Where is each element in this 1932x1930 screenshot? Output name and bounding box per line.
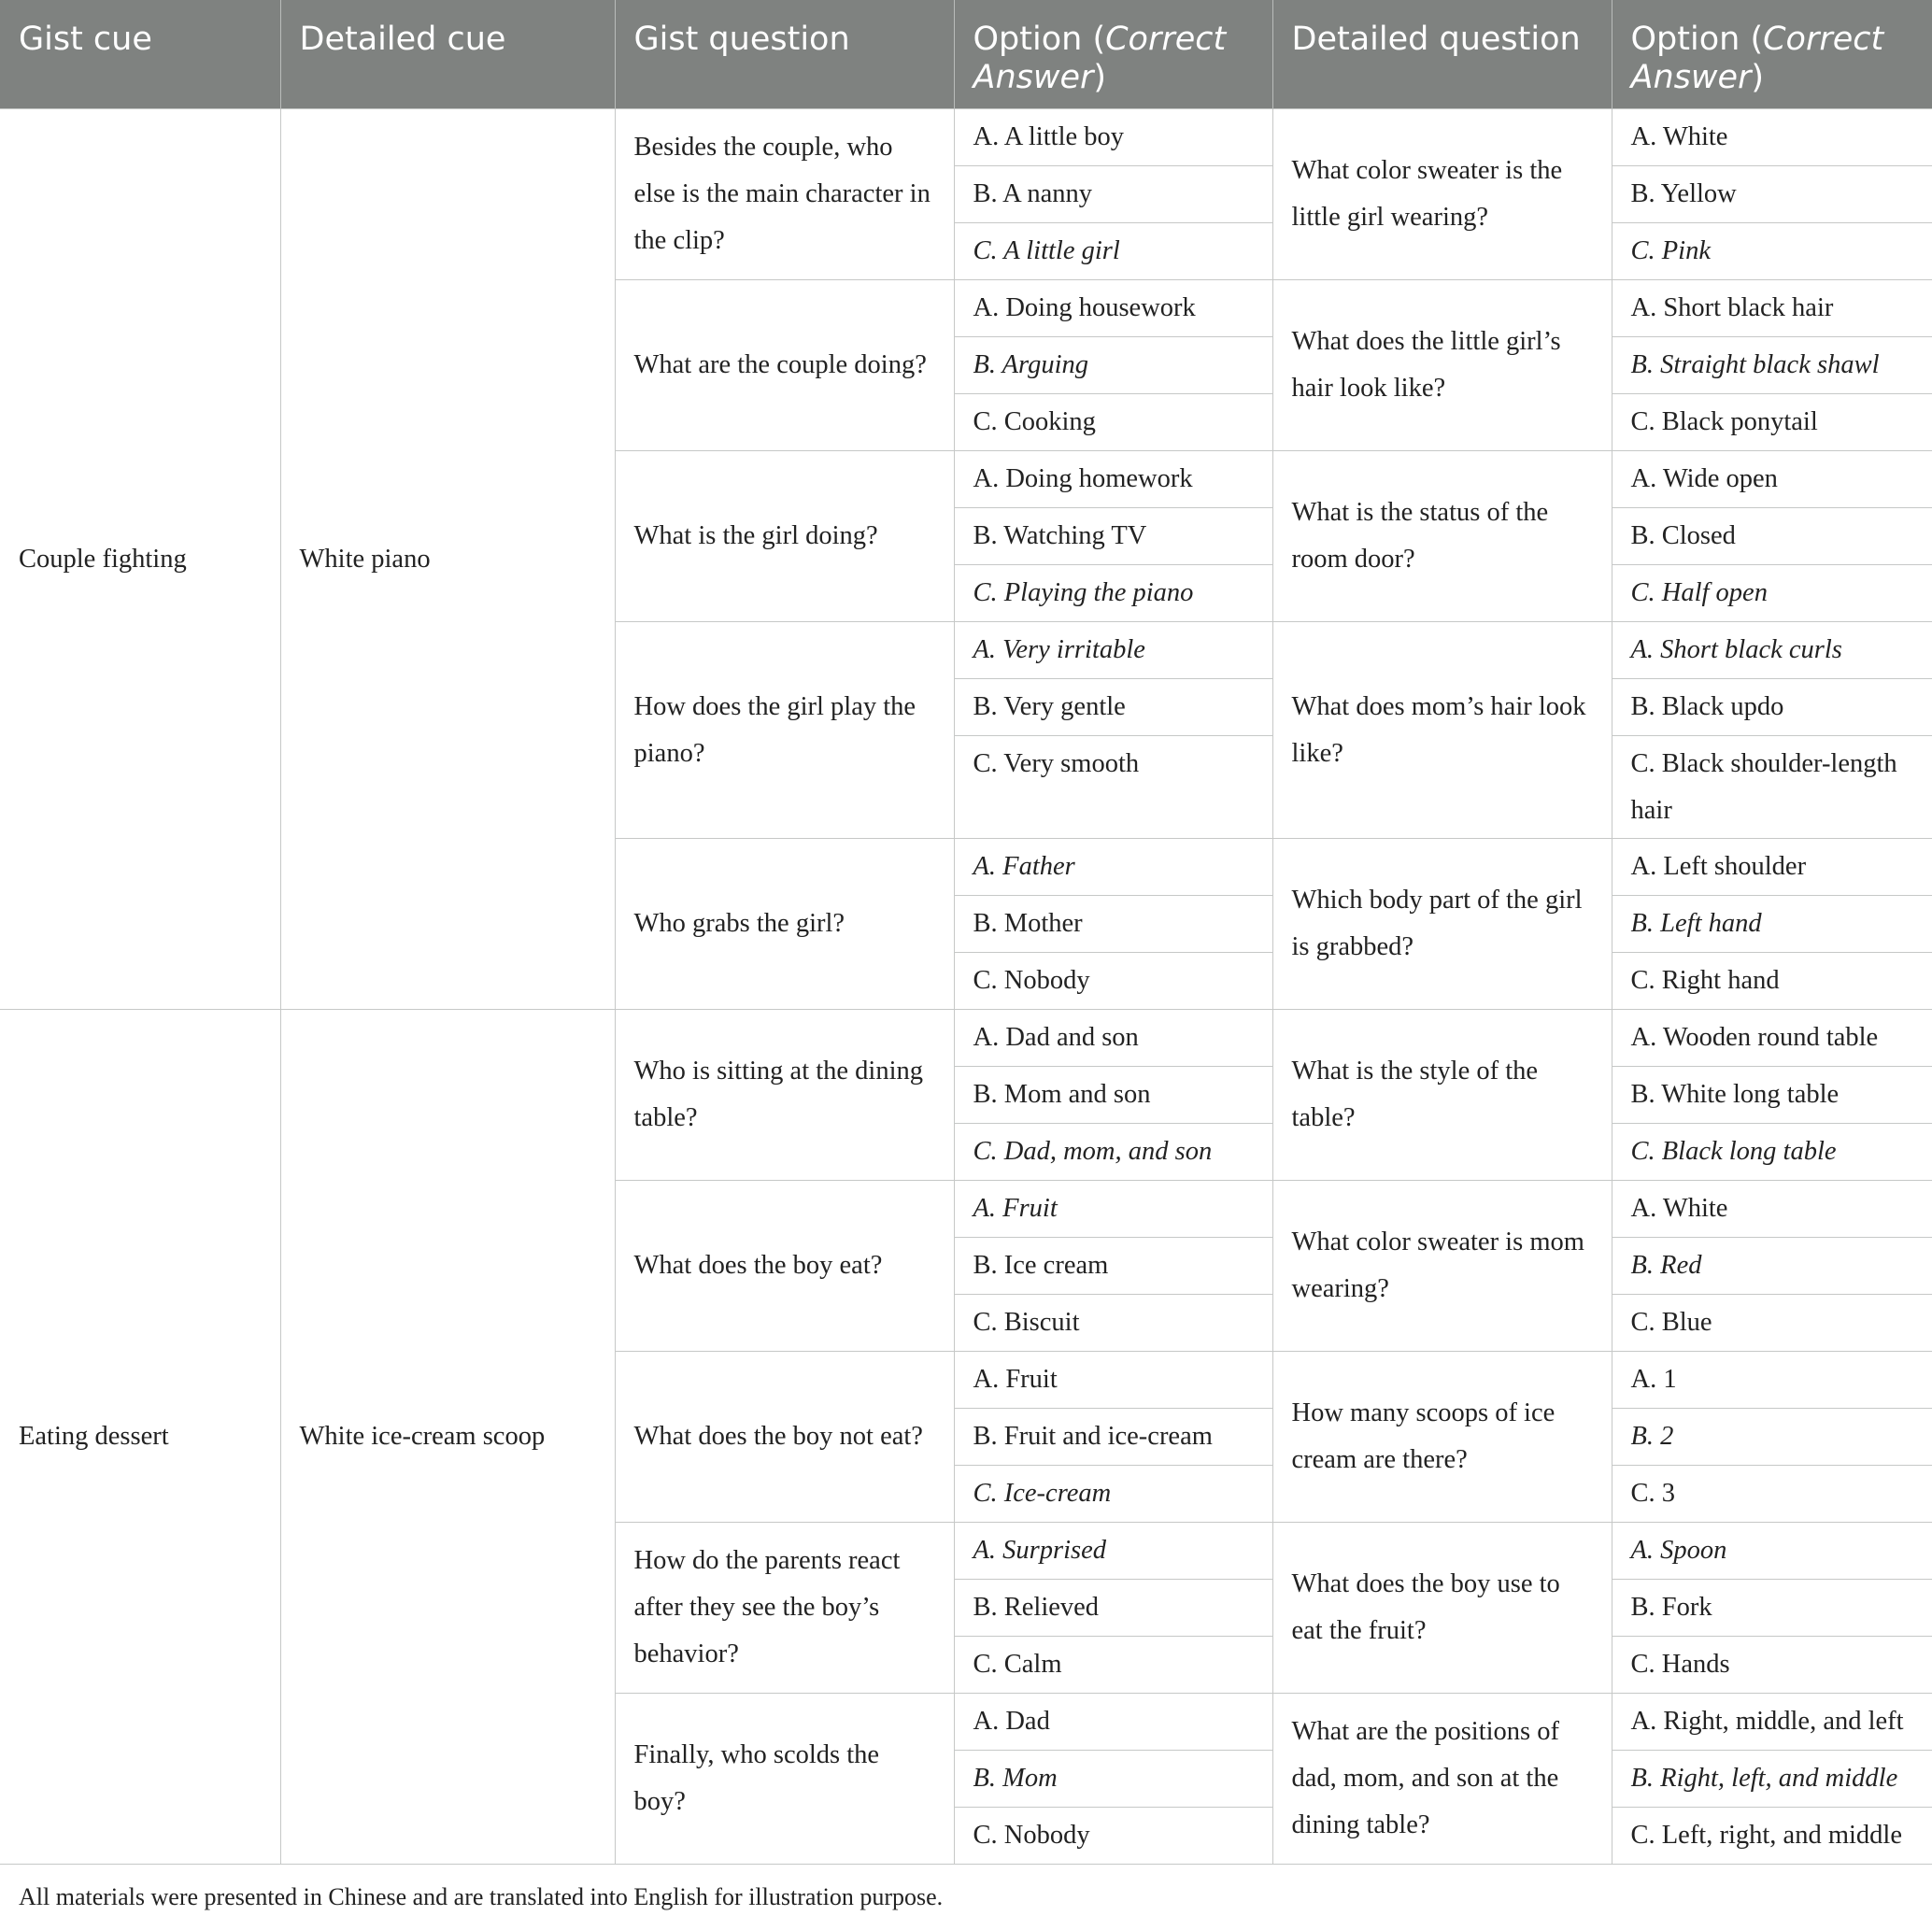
gist-option-cell: C. Calm (954, 1637, 1272, 1694)
detailed-option-cell-correct: A. Spoon (1612, 1523, 1932, 1580)
gist-option-cell-correct: A. Surprised (954, 1523, 1272, 1580)
gist-question-cell: Who is sitting at the dining table? (615, 1010, 954, 1181)
detailed-question-cell: What does the little girl’s hair look like? (1272, 280, 1612, 451)
gist-option-cell: B. Mom and son (954, 1067, 1272, 1124)
detailed-question-cell: Which body part of the girl is grabbed? (1272, 839, 1612, 1010)
detailed-option-cell: C. Hands (1612, 1637, 1932, 1694)
detailed-option-cell-correct: B. Left hand (1612, 896, 1932, 953)
gist-option-cell: B. A nanny (954, 166, 1272, 223)
detailed-option-cell: A. Short black hair (1612, 280, 1932, 337)
detailed-question-cell: What color sweater is the little girl wearing? (1272, 109, 1612, 280)
gist-question-cell: Who grabs the girl? (615, 839, 954, 1010)
header-gist-cue: Gist cue (0, 0, 280, 109)
table-footnote: All materials were presented in Chinese and are translated into English for illustration purpose. (19, 1883, 944, 1910)
table-row (0, 1010, 1932, 1067)
detailed-cue-cell: White piano (280, 109, 615, 1010)
gist-option-cell: B. Very gentle (954, 679, 1272, 736)
detailed-option-cell: C. Blue (1612, 1295, 1932, 1352)
detailed-cue-cell: White ice-cream scoop (280, 1010, 615, 1865)
gist-option-cell: B. Ice cream (954, 1238, 1272, 1295)
gist-option-cell-correct: B. Mom (954, 1751, 1272, 1808)
detailed-option-cell: B. Fork (1612, 1580, 1932, 1637)
detailed-option-cell-correct: C. Half open (1612, 565, 1932, 622)
gist-option-cell: A. Fruit (954, 1352, 1272, 1409)
table-row (0, 109, 1932, 166)
detailed-option-cell: A. Left shoulder (1612, 839, 1932, 896)
detailed-question-cell: How many scoops of ice cream are there? (1272, 1352, 1612, 1523)
detailed-option-cell: A. Wide open (1612, 451, 1932, 508)
detailed-option-cell-correct: B. Red (1612, 1238, 1932, 1295)
gist-option-cell: B. Watching TV (954, 508, 1272, 565)
gist-option-cell-correct: C. Dad, mom, and son (954, 1124, 1272, 1181)
header-correct-answer-label: Correct Answer (973, 21, 1227, 96)
detailed-option-cell: B. Black updo (1612, 679, 1932, 736)
gist-option-cell-correct: A. Fruit (954, 1181, 1272, 1238)
detailed-option-cell: C. Right hand (1612, 953, 1932, 1010)
header-correct-answer-label: Correct Answer (1630, 21, 1884, 96)
gist-option-cell: C. Very smooth (954, 736, 1272, 839)
header-gist-question: Gist question (615, 0, 954, 109)
gist-option-cell: B. Relieved (954, 1580, 1272, 1637)
gist-cue-cell: Couple fighting (0, 109, 280, 1010)
gist-question-cell: How does the girl play the piano? (615, 622, 954, 839)
detailed-option-cell-correct: B. 2 (1612, 1409, 1932, 1466)
header-row (0, 0, 1932, 109)
header-gist-option: Option (Correct Answer) (954, 0, 1272, 109)
detailed-option-cell: B. White long table (1612, 1067, 1932, 1124)
header-detailed-option: Option (Correct Answer) (1612, 0, 1932, 109)
detailed-option-cell: C. Black shoulder-length hair (1612, 736, 1932, 839)
detailed-option-cell: A. Wooden round table (1612, 1010, 1932, 1067)
gist-option-cell: A. Doing housework (954, 280, 1272, 337)
gist-option-cell-correct: A. Very irritable (954, 622, 1272, 679)
gist-option-cell-correct: B. Arguing (954, 337, 1272, 394)
detailed-question-cell: What does the boy use to eat the fruit? (1272, 1523, 1612, 1694)
gist-question-cell: What does the boy eat? (615, 1181, 954, 1352)
detailed-question-cell: What are the positions of dad, mom, and son at the dining table? (1272, 1694, 1612, 1865)
gist-question-cell: What does the boy not eat? (615, 1352, 954, 1523)
gist-cue-cell: Eating dessert (0, 1010, 280, 1865)
detailed-option-cell: A. White (1612, 1181, 1932, 1238)
detailed-option-cell: A. White (1612, 109, 1932, 166)
detailed-option-cell: B. Closed (1612, 508, 1932, 565)
gist-option-cell-correct: A. Father (954, 839, 1272, 896)
detailed-option-cell: A. 1 (1612, 1352, 1932, 1409)
gist-option-cell: C. Nobody (954, 1808, 1272, 1865)
detailed-question-cell: What is the style of the table? (1272, 1010, 1612, 1181)
header-detailed-cue: Detailed cue (280, 0, 615, 109)
gist-option-cell: C. Nobody (954, 953, 1272, 1010)
gist-question-cell: Finally, who scolds the boy? (615, 1694, 954, 1865)
gist-question-cell: What are the couple doing? (615, 280, 954, 451)
gist-option-cell: B. Mother (954, 896, 1272, 953)
gist-option-cell: C. Cooking (954, 394, 1272, 451)
gist-option-cell: A. A little boy (954, 109, 1272, 166)
gist-question-cell: Besides the couple, who else is the main character in the clip? (615, 109, 954, 280)
gist-option-cell: B. Fruit and ice-cream (954, 1409, 1272, 1466)
gist-option-cell-correct: C. Ice-cream (954, 1466, 1272, 1523)
header-detailed-question: Detailed question (1272, 0, 1612, 109)
gist-option-cell: A. Dad (954, 1694, 1272, 1751)
header-option-label: Option (1630, 21, 1740, 58)
gist-option-cell: A. Dad and son (954, 1010, 1272, 1067)
detailed-question-cell: What is the status of the room door? (1272, 451, 1612, 622)
gist-question-cell: How do the parents react after they see the boy’s behavior? (615, 1523, 954, 1694)
gist-question-cell: What is the girl doing? (615, 451, 954, 622)
detailed-option-cell-correct: C. Black long table (1612, 1124, 1932, 1181)
detailed-option-cell: B. Yellow (1612, 166, 1932, 223)
gist-option-cell-correct: C. Playing the piano (954, 565, 1272, 622)
detailed-option-cell-correct: B. Right, left, and middle (1612, 1751, 1932, 1808)
detailed-option-cell: C. Black ponytail (1612, 394, 1932, 451)
detailed-option-cell: C. Left, right, and middle (1612, 1808, 1932, 1865)
detailed-question-cell: What color sweater is mom wearing? (1272, 1181, 1612, 1352)
detailed-option-cell-correct: A. Short black curls (1612, 622, 1932, 679)
gist-option-cell: A. Doing homework (954, 451, 1272, 508)
gist-option-cell-correct: C. A little girl (954, 223, 1272, 280)
detailed-option-cell-correct: C. Pink (1612, 223, 1932, 280)
gist-option-cell: C. Biscuit (954, 1295, 1272, 1352)
detailed-question-cell: What does mom’s hair look like? (1272, 622, 1612, 839)
header-option-label: Option (973, 21, 1083, 58)
detailed-option-cell: A. Right, middle, and left (1612, 1694, 1932, 1751)
detailed-option-cell: C. 3 (1612, 1466, 1932, 1523)
detailed-option-cell-correct: B. Straight black shawl (1612, 337, 1932, 394)
